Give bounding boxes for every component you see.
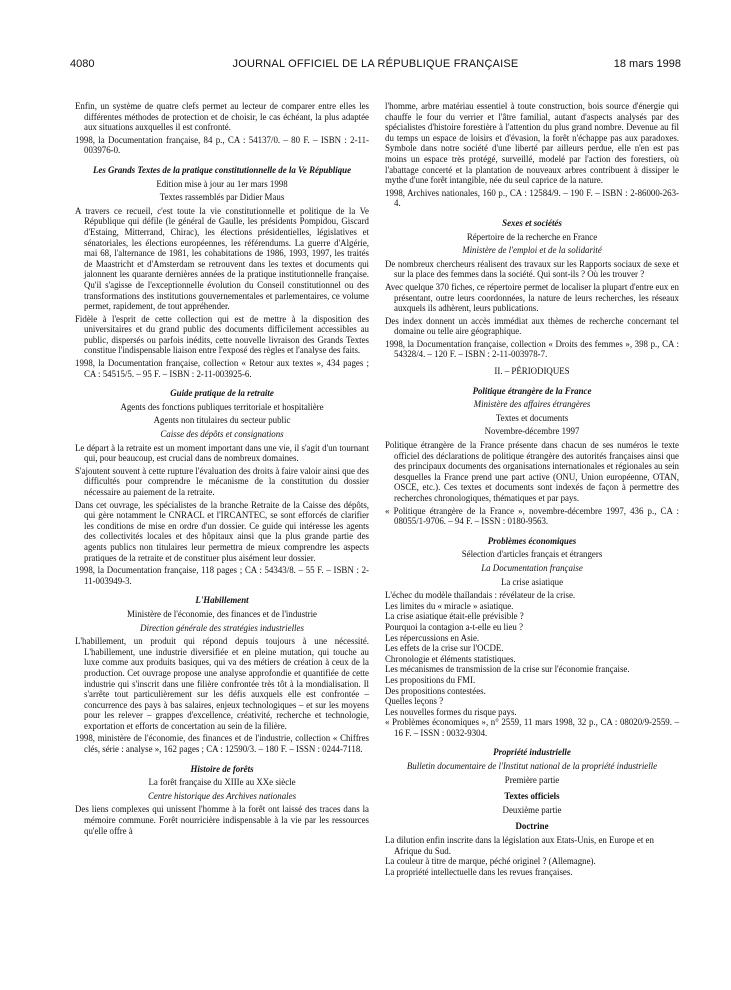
list-item: Chronologie et éléments statistiques. xyxy=(385,653,516,664)
section-title: Problèmes économiques xyxy=(487,535,577,546)
paragraph: Le départ à la retraite est un moment important dans une vie, il s'agit d'un tournant qui, pour beaucoup, est crucial dans de nombreux domaines. xyxy=(75,442,369,464)
publisher-line: Caisse des dépôts et consignations xyxy=(160,429,284,440)
publisher-line: Bulletin documentaire de l'Institut national de la propriété industrielle xyxy=(406,761,658,772)
list-item: Les effets de la crise sur l'OCDE. xyxy=(385,643,504,654)
part-heading: Doctrine xyxy=(515,821,549,832)
paragraph: De nombreux chercheurs réalisent des travaux sur les Rapports sociaux de sexe et sur la place des femmes dans la société. Qui sont-ils ? Où les trouver ? xyxy=(385,258,679,280)
section-title: Sexes et sociétés xyxy=(502,217,562,228)
section-title: Histoire de forêts xyxy=(190,763,254,774)
section-subtitle: La crise asiatique xyxy=(500,576,564,587)
section-title: Guide pratique de la retraite xyxy=(170,388,274,399)
paragraph: Fidèle à l'esprit de cette collection qui est de mettre à la disposition des universitaires et du grand public des documents difficilement accessibles au public, dispersés ou parfois inédits, cette nouvelle livraison des Grands Textes constitue l'indispensable liaison entre l'exposé des règles et l'analyse des faits. xyxy=(75,313,369,356)
section-subtitle: Sélection d'articles français et étrangers xyxy=(461,549,603,560)
bibliographic-entry: « Politique étrangère de la France », novembre-décembre 1997, 436 p., CA : 08055/1-9706. – 94 F. – ISSN : 0180-9563. xyxy=(385,505,679,527)
paragraph: Des index donnent un accès immédiat aux thèmes de recherche concernant tel domaine ou telle aire géographique. xyxy=(385,315,679,337)
paragraph: A travers ce recueil, c'est toute la vie constitutionnelle et politique de la Ve République qui défile (le général de Gaulle, les présidents Pompidou, Giscard d'Estaing, Mitterrand, Chirac), les élections présidentielles, législatives et sénatoriales, les élections européennes, les référendums. La guerre d'Algérie, mai 68, l'alternance de 1981, les cohabitations de 1986, 1993, 1997, les traités de Maastricht et d'Amsterdam se retrouvent dans les textes et documents qui jalonnent les quarante dernières années de la pratique institutionnelle française. Qu'il s'agisse de l'exceptionnelle évolution du Conseil constitutionnel ou des transformations des institutions gouvernementales et parlementaires, ce volume permet, rapidement, de tout appréhender. xyxy=(75,205,369,312)
left-column xyxy=(75,101,369,838)
list-item: La couleur à titre de marque, péché originel ? (Allemagne). xyxy=(385,856,596,867)
list-item: Pourquoi la contagion a-t-elle eu lieu ? xyxy=(385,621,524,632)
section-title: Politique étrangère de la France xyxy=(472,385,592,396)
bibliographic-entry: « Problèmes économiques », n° 2559, 11 mars 1998, 32 p., CA : 08020/9-2559. – 16 F. – ISSN : 0032-9304. xyxy=(385,717,679,738)
section-title: L'Habillement xyxy=(195,595,249,606)
publisher-line: Ministère de l'emploi et de la solidarité xyxy=(462,245,602,256)
list-item: Les nouvelles formes du risque pays. xyxy=(385,706,517,717)
page-header xyxy=(70,58,681,74)
section-subtitle: Agents des fonctions publiques territoriale et hospitalière xyxy=(120,401,324,412)
publisher-line: Centre historique des Archives nationales xyxy=(147,790,297,801)
contents-list xyxy=(385,590,679,717)
section-title: Les Grands Textes de la pratique constitutionnelle de la Ve République xyxy=(92,164,352,175)
list-item: Les répercussions en Asie. xyxy=(385,632,480,643)
section-subtitle: Répertoire de la recherche en France xyxy=(466,231,598,242)
paragraph: Dans cet ouvrage, les spécialistes de la branche Retraite de la Caisse des dépôts, qui gère notamment le CNRACL et l'IRCANTEC, se sont efforcés de clarifier les conditions de mise en ordre d'un dossier. Ce guide qui intéresse les agents des collectivités locales et des hôpitaux ainsi que la plus grande partie des agents publics non titulaires leur permettra de mieux comprendre les aspects pratiques de la retraite et de constituer plus aisément leur dossier. xyxy=(75,499,369,563)
list-item: La crise asiatique était-elle prévisible ? xyxy=(385,611,524,622)
section-title: Propriété industrielle xyxy=(493,747,571,758)
contents-list xyxy=(385,835,679,877)
right-column xyxy=(385,101,679,877)
bibliographic-entry: 1998, ministère de l'économie, des finances et de l'industrie, collection « Chiffres clés, série : analyse », 162 pages ; CA : 12590/3. – 180 F. – ISSN : 0244-7118. xyxy=(75,733,369,755)
list-item: La propriété intellectuelle dans les revues françaises. xyxy=(385,866,573,877)
page-number: 4080 xyxy=(70,58,95,70)
list-item: Quelles leçons ? xyxy=(385,696,444,707)
issue-date: 18 mars 1998 xyxy=(613,58,681,70)
list-item: Les mécanismes de transmission de la crise sur l'économie française. xyxy=(385,664,630,675)
section-subtitle: Deuxième partie xyxy=(502,804,562,815)
bibliographic-entry: 1998, la Documentation française, collection « Droits des femmes », 398 p., CA : 54328/4. – 120 F. – ISBN : 2-11-003978-7. xyxy=(385,338,679,360)
journal-title: JOURNAL OFFICIEL DE LA RÉPUBLIQUE FRANÇAISE xyxy=(232,58,519,70)
list-item: Des propositions contestées. xyxy=(385,685,486,696)
section-subtitle: Agents non titulaires du secteur public xyxy=(153,415,291,426)
paragraph: l'homme, arbre matériau essentiel à toute construction, bois source d'énergie qui chauffe le four du verrier et l'âtre familial, autant d'aspects analysés par des spécialistes d'histoire forestière à l'attention du plus grand nombre. Devenue au fil du temps un espace de loisirs et d'évasion, la forêt n'échappe pas aux paradoxes. Symbole dans notre société d'une liberté par ailleurs perdue, elle n'en est pas moins un espace très protégé, surveillé, modelé par l'action des forestiers, où l'abattage concerté et la plantation de nouveaux arbres contribuent à dissiper le mythe d'une forêt intangible, née du seul caprice de la nature. xyxy=(385,101,679,186)
section-subtitle: Ministère de l'économie, des finances et de l'industrie xyxy=(126,608,317,619)
paragraph: Des liens complexes qui unissent l'homme à la forêt ont laissé des traces dans la mémoire commune. Forêt nourricière indispensable à la vie par les ressources qu'elle offre à xyxy=(75,804,369,836)
section-subtitle: Edition mise à jour au 1er mars 1998 xyxy=(156,178,288,189)
publisher-line: La Documentation française xyxy=(481,562,583,573)
section-subtitle: La forêt française du XIIIe au XXe siècle xyxy=(148,777,296,788)
part-heading: Textes officiels xyxy=(504,791,560,802)
section-subtitle: Novembre-décembre 1997 xyxy=(484,426,580,437)
bibliographic-entry: 1998, la Documentation française, 84 p., CA : 54137/0. – 80 F. – ISBN : 2-11-003976-0. xyxy=(75,134,369,156)
paragraph: L'habillement, un produit qui répond depuis toujours à une nécessité. L'habillement, une industrie diversifiée et en pleine mutation, qui touche au luxe comme aux produits basiques, qui va des métiers de création à ceux de la production. Cet ouvrage propose une analyse approfondie et quantifiée de cette industrie qui s'inscrit dans une filière confrontée très tôt à la mondialisation. Il s'arrête tout particulièrement sur les défis auxquels elle est confrontée – concurrence des pays à bas salaires, enjeux technologiques – et sur les moyens pour les relever – grappes d'excellence, créativité, recherche et technologie, exportation et efforts de concertation au sein de la filière. xyxy=(75,636,369,731)
bibliographic-entry: 1998, la Documentation française, collection « Retour aux textes », 434 pages ; CA : 54515/5. – 95 F. – ISBN : 2-11-003925-6. xyxy=(75,358,369,379)
paragraph: Politique étrangère de la France présente dans chacun de ses numéros le texte officiel des déclarations de politique étrangère des autorités françaises ainsi que des principaux documents des organisations internationales et régionales au sein desquelles la France prend une part active (ONU, Union européenne, OTAN, OSCE, etc.). Ces textes et documents sont indexés de façon à permettre des recherches chronologiques, thématiques et par pays. xyxy=(385,440,679,503)
paragraph: S'ajoutent souvent à cette rupture l'évaluation des droits à faire valoir ainsi que des difficultés pour comprendre le mécanisme de la constitution du dossier nécessaire au paiement de la retraite. xyxy=(75,465,369,497)
list-item: L'échec du modèle thaïlandais : révélateur de la crise. xyxy=(385,590,576,601)
publisher-line: Direction générale des stratégies industrielles xyxy=(140,622,304,633)
paragraph: Enfin, un système de quatre clefs permet au lecteur de comparer entre elles les différentes méthodes de protection et de choisir, le cas échéant, la plus adaptée aux situations auxquelles il est confronté. xyxy=(75,101,369,133)
list-item: La dilution enfin inscrite dans la législation aux Etats-Unis, en Europe et en Afrique du Sud. xyxy=(385,835,654,856)
section-subtitle: Première partie xyxy=(504,774,560,785)
bibliographic-entry: 1998, la Documentation française, 118 pages ; CA : 54343/8. – 55 F. – ISBN : 2-11-003949-3. xyxy=(75,565,369,586)
part-title: II. – PÉRIODIQUES xyxy=(494,366,570,377)
list-item: Les propositions du FMI. xyxy=(385,674,476,685)
section-subtitle: Textes et documents xyxy=(495,412,569,423)
list-item: Les limites du « miracle » asiatique. xyxy=(385,600,514,611)
section-subtitle: Textes rassemblés par Didier Maus xyxy=(159,192,285,203)
publisher-line: Ministère des affaires étrangères xyxy=(473,399,591,410)
paragraph: Avec quelque 370 fiches, ce répertoire permet de localiser la plupart d'entre eux en présentant, outre leurs coordonnées, la nature de leurs recherches, les réseaux auxquels ils adhèrent, leurs publications. xyxy=(385,281,679,314)
bibliographic-entry: 1998, Archives nationales, 160 p., CA : 12584/9. – 190 F. – ISBN : 2-86000-263-4. xyxy=(385,187,679,209)
